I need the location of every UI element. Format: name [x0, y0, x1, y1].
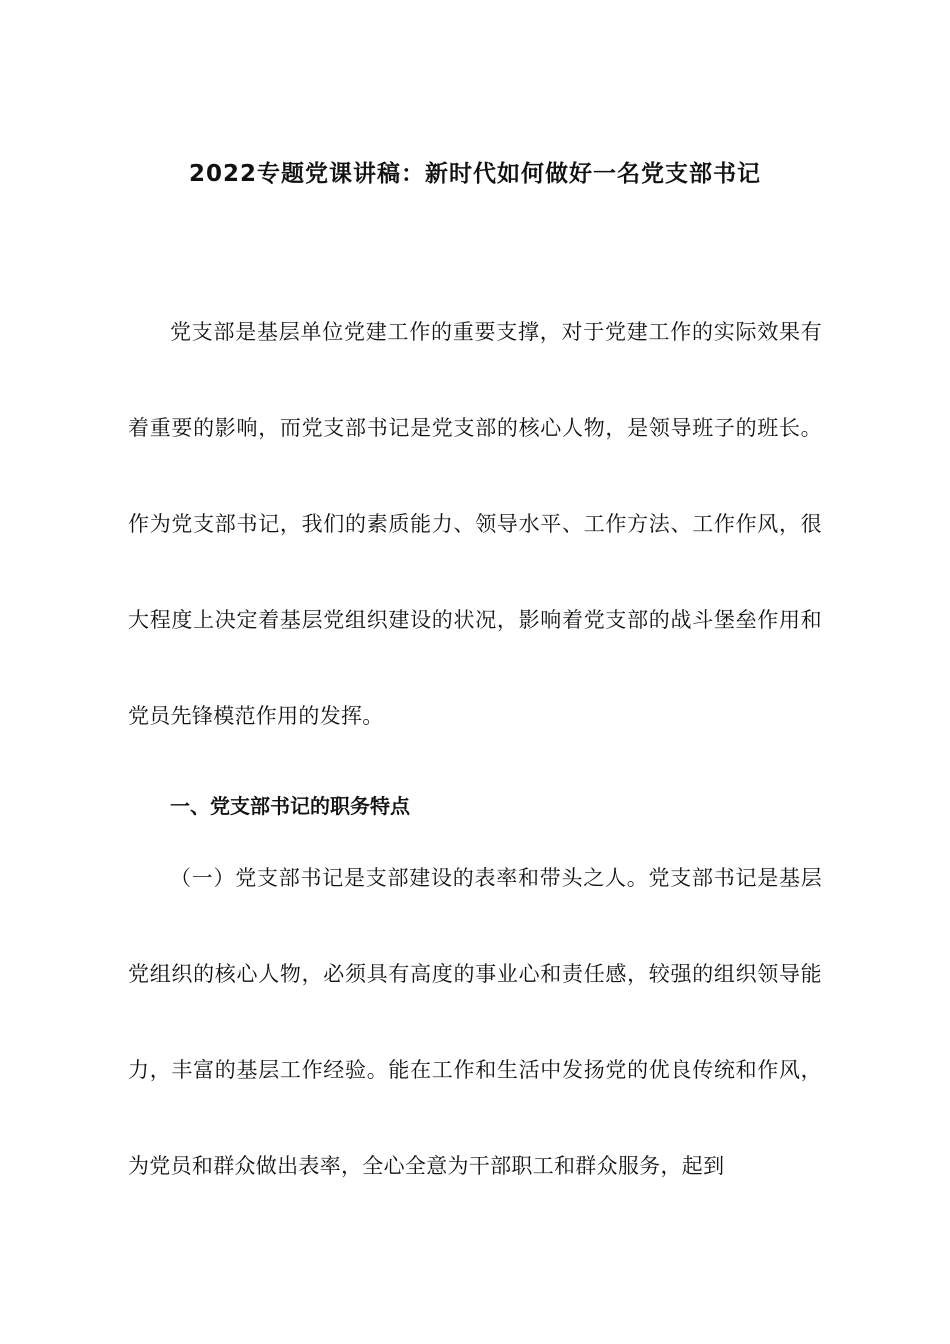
- intro-paragraph: 党支部是基层单位党建工作的重要支撑，对于党建工作的实际效果有着重要的影响，而党支部书记是党支部的核心人物，是领导班子的班长。作为党支部书记，我们的素质能力、领导水平、工作方法、工作作风，很大程度上决定着基层党组织建设的状况，影响着党支部的战斗堡垒作用和党员先锋模范作用的发挥。: [128, 320, 822, 728]
- document-title: 2022专题党课讲稿：新时代如何做好一名党支部书记: [188, 161, 761, 187]
- section-paragraph: （一）党支部书记是支部建设的表率和带头之人。党支部书记是基层党组织的核心人物，必须具有高度的事业心和责任感，较强的组织领导能力，丰富的基层工作经验。能在工作和生活中发扬党的优良传统和作风，为党员和群众做出表率，全心全意为干部职工和群众服务，起到: [128, 866, 822, 1178]
- section-heading: 一、党支部书记的职务特点: [170, 794, 410, 818]
